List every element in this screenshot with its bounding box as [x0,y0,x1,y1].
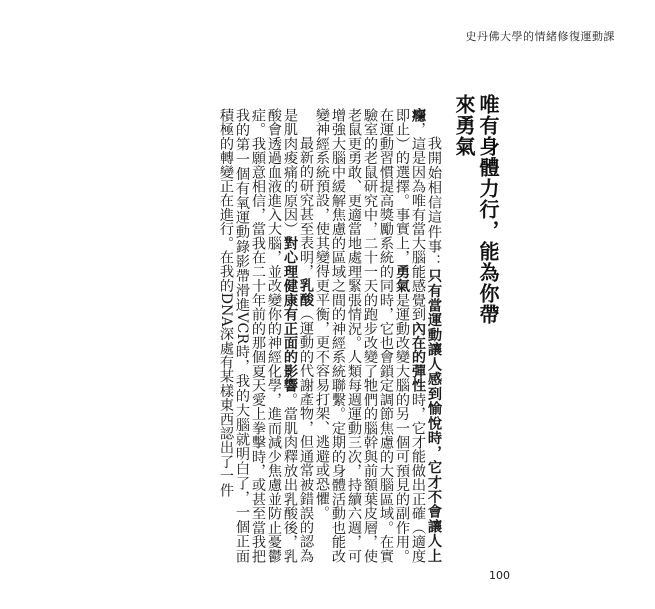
text-run: 。當肌肉釋放出乳酸後，乳酸會透過血液進入大腦，並改變你的神經化學，進而減少焦慮並防止憂鬱症。我願意相信，當我在二十年前的那個夏天愛上拳擊時，或甚至當我把我的第一個有氧運動錄影帶滑進VCR時，我的大腦就明白了，一個正面積極的轉變正在進行。在我的DNA深處有某樣東西認出了一件 [218,108,298,563]
paragraph [218,108,314,563]
bold-phrase: 對心理健康有正面的影響 [282,235,298,393]
bold-phrase: 勇氣 [394,264,410,293]
text-run: ，這是因為唯有當大腦能感覺到 [410,122,426,322]
section-title: 唯有身體力行，能為你帶來勇氣 [452,94,500,325]
text-run: （運動的代謝產物，但通常被錯誤的認為是肌肉痠痛的原因） [282,108,314,563]
running-head: 史丹佛大學的情緒修復運動課 [465,30,615,43]
bold-phrase: 只有當運動讓人感到愉悅時，它才不會讓人上癮 [410,108,442,563]
text-run: 是運動改變大腦的另一個可預見的副作用。在運動習慣提高獎勵系統的同時，它也會鎖定調節焦慮的大腦區域。在實驗室的老鼠研究中，二十一天的跑步改變了牠們的腦幹與前額葉皮層，使老鼠更勇敢、更適當地處理緊張情況。人類每週運動三次，持續六週，可增強大腦中緩解焦慮的區域之間的神經系統聯繫。定期的身體活動也能改變神經系統預設，使其變得更平衡，更不容易打架、逃避或恐懼。 [314,108,410,563]
text-run: 我開始相信這件事： [426,136,442,269]
body-text [188,108,442,563]
text-run: 時，它才能做出正確（適度即止）的選擇。事實上， [394,108,426,563]
text-run: 最新的研究甚至表明， [298,136,314,279]
bold-phrase: 內在的彈性 [410,321,426,393]
paragraph [314,108,442,563]
bold-phrase: 乳酸 [298,278,314,308]
page-number: 100 [489,569,510,582]
